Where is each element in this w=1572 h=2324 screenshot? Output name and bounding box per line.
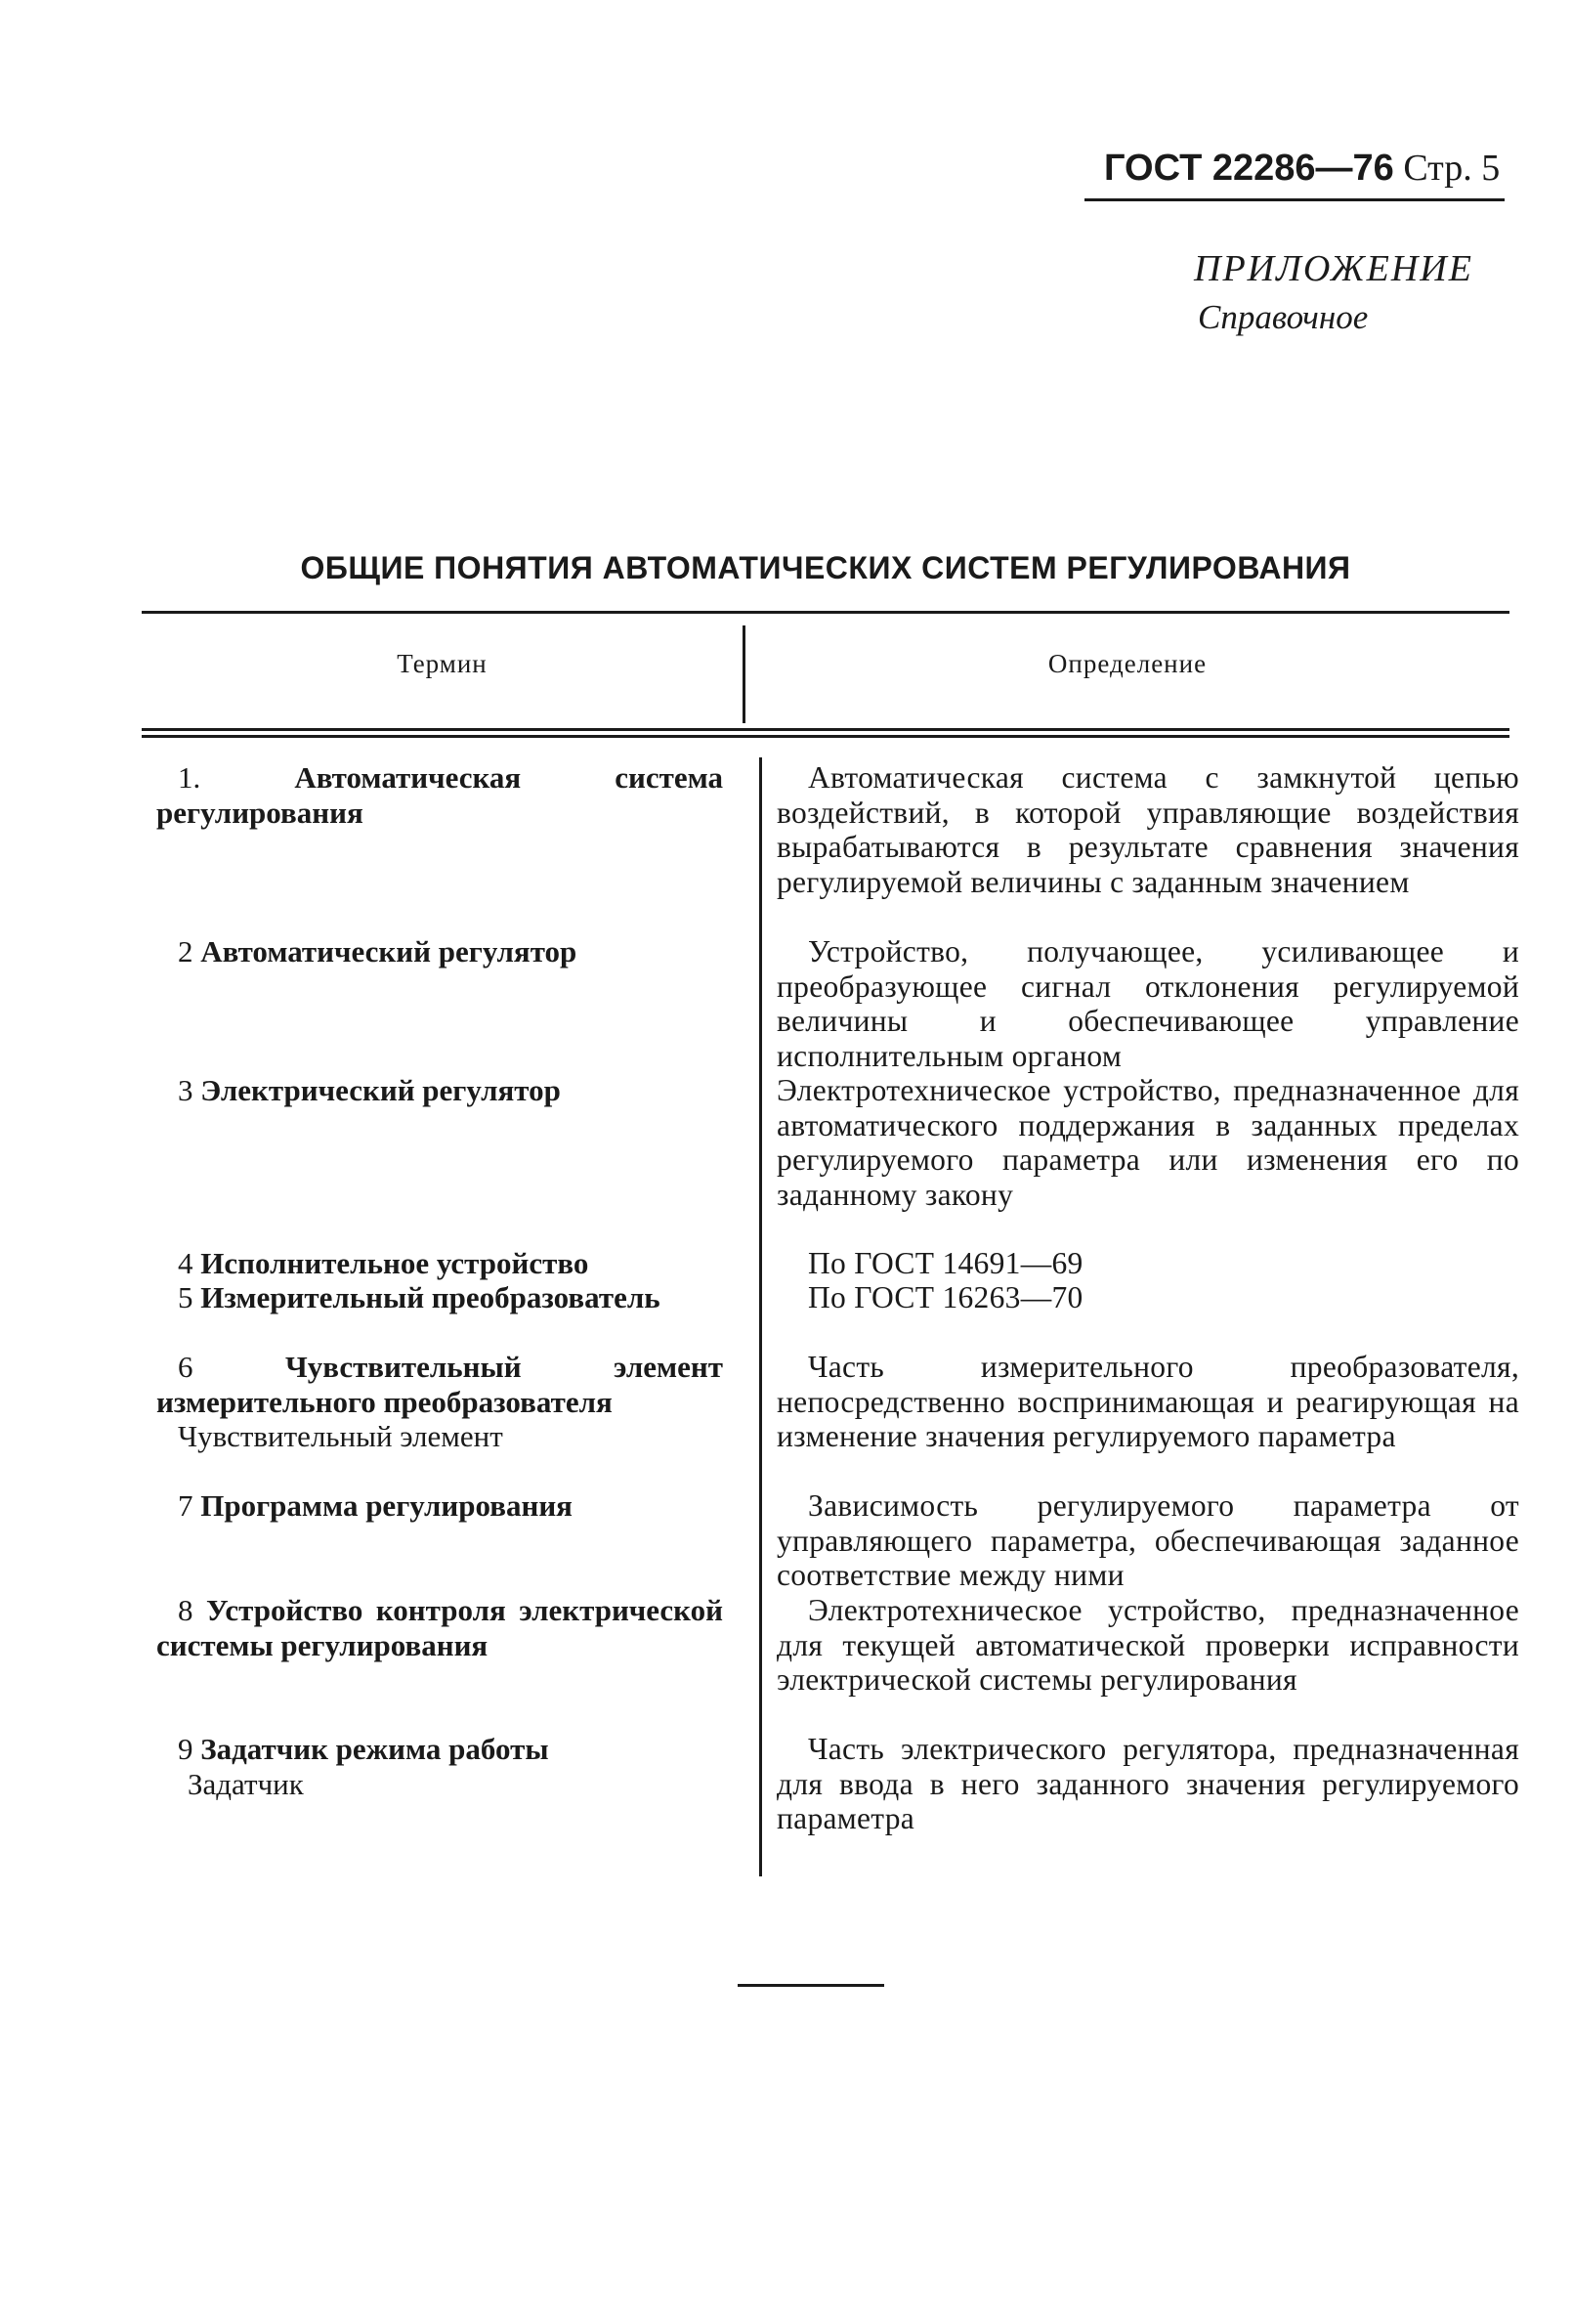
- page-number: Стр. 5: [1403, 148, 1501, 189]
- table-row: [156, 1280, 723, 1315]
- column-header-definition: Определение: [1047, 649, 1208, 678]
- table-row: [156, 1246, 723, 1281]
- table-row: [156, 1488, 723, 1524]
- definition-7: Зависимость регулируемого параметра от управляющего параметра, обеспечивающая заданное соответствие между ними: [777, 1488, 1519, 1592]
- term-9-synonym: Задатчик: [188, 1766, 304, 1801]
- table-row: [156, 934, 723, 969]
- definition-1: Автоматическая система с замкнутой цепью воздействий, в которой управляющие воздействия вырабатываются в результате сравнения значения регулируемой величины с заданным значением: [777, 760, 1519, 899]
- table-row: [156, 1593, 723, 1662]
- table-top-rule: [142, 611, 1509, 614]
- term-2: 2 Автоматический регулятор: [178, 934, 577, 968]
- table-row: [156, 1073, 723, 1108]
- table-header-rule-1: [142, 728, 1509, 731]
- end-rule: [738, 1984, 884, 1987]
- definition-6: Часть измерительного преобразователя, непосредственно воспринимающая и реагирующая на изменение значения регулируемого параметра: [777, 1350, 1519, 1453]
- table-header-rule-2: [142, 735, 1509, 738]
- appendix-title: ПРИЛОЖЕНИЕ: [1194, 248, 1473, 289]
- term-8: 8 Устройство контроля электрической системы регулирования: [156, 1593, 723, 1662]
- term-1: 1. Автоматическая система регулирования: [156, 760, 723, 830]
- table-row: [156, 1350, 723, 1454]
- definition-8: Электротехническое устройство, предназначенное для текущей автоматической проверки исправности электрической системы регулирования: [777, 1593, 1519, 1697]
- column-header-term: Термин: [397, 649, 488, 678]
- document-title: ОБЩИЕ ПОНЯТИЯ АВТОМАТИЧЕСКИХ СИСТЕМ РЕГУЛИРОВАНИЯ: [300, 550, 1351, 585]
- term-3: 3 Электрический регулятор: [178, 1073, 561, 1107]
- table-row: [156, 1732, 723, 1801]
- table-row: [156, 760, 723, 830]
- term-4: 4 Исполнительное устройство: [178, 1246, 589, 1280]
- definition-2: Устройство, получающее, усиливающее и преобразующее сигнал отклонения регулируемой величины и обеспечивающее управление исполнительным органом: [777, 934, 1519, 1073]
- term-9: 9 Задатчик режима работы: [178, 1732, 549, 1766]
- column-divider-body: [759, 757, 762, 1876]
- definition-3: Электротехническое устройство, предназначенное для автоматического поддержания в заданных пределах регулируемого параметра или изменения его по заданному закону: [777, 1073, 1519, 1212]
- definition-4: По ГОСТ 14691—69: [808, 1246, 1083, 1280]
- page-header: [1104, 147, 1500, 190]
- appendix-subtitle: Справочное: [1198, 298, 1369, 336]
- definition-5: По ГОСТ 16263—70: [808, 1280, 1083, 1314]
- term-5: 5 Измерительный преобразователь: [178, 1280, 660, 1314]
- term-6-synonym: Чувствительный элемент: [178, 1419, 503, 1453]
- definition-9: Часть электрического регулятора, предназначенная для ввода в него заданного значения регулируемого параметра: [777, 1732, 1519, 1835]
- term-7: 7 Программа регулирования: [178, 1488, 573, 1523]
- standard-code: ГОСТ 22286—76: [1104, 148, 1394, 189]
- header-rule: [1084, 198, 1505, 201]
- term-6: 6 Чувствительный элемент измерительного преобразователя: [156, 1350, 724, 1419]
